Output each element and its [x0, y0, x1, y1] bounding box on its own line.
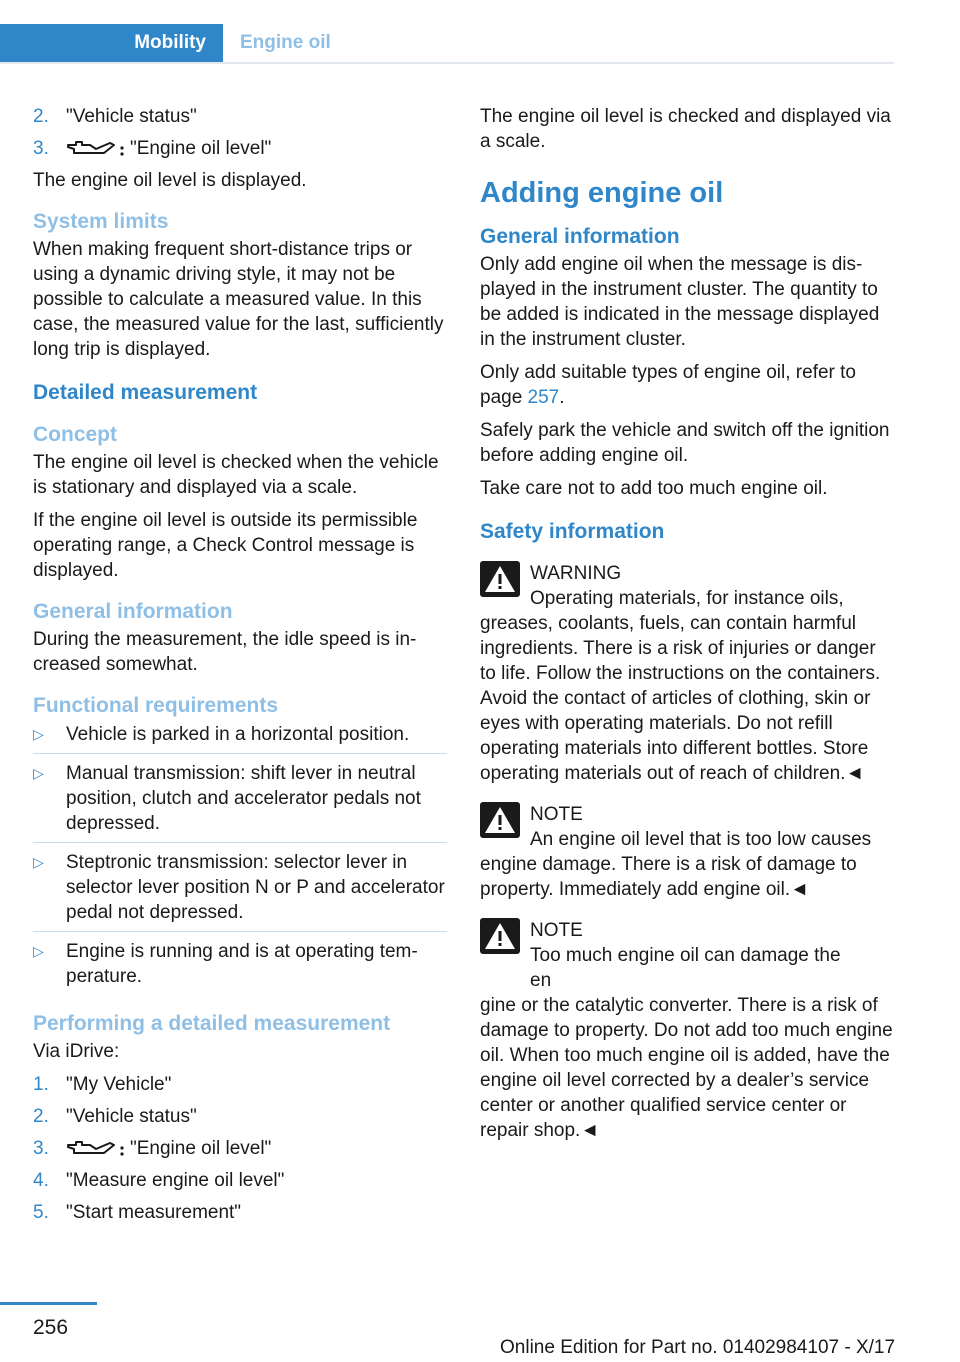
paragraph [480, 360, 894, 410]
list-number: 3. [33, 1138, 49, 1159]
paragraph: During the measurement, the idle speed is increased somewhat. [33, 629, 417, 675]
paragraph-text: Only add suitable types of engine oil, refer to page [480, 362, 857, 408]
list-text: "Engine oil level" [130, 1138, 272, 1159]
heading-functional-requirements: Functional requirements [33, 694, 279, 717]
heading-general-information: General information [480, 225, 680, 248]
list-text: "My Vehicle" [66, 1074, 172, 1095]
paragraph: If the engine oil level is outside its permissible operating range, a Check Control message is displayed. [33, 510, 418, 581]
oil-can-icon [66, 139, 126, 159]
warning-title: WARNING [530, 563, 622, 584]
list-item [33, 104, 447, 129]
requirement-item [33, 721, 447, 754]
tab-mobility[interactable]: Mobility [0, 24, 223, 62]
requirement-text: Engine is running and is at operating temperature. [66, 941, 418, 987]
paragraph-text: . [559, 387, 565, 408]
edition-footer: Online Edition for Part no. 01402984107 - X/17 [500, 1337, 896, 1358]
heading-concept: Concept [33, 423, 117, 446]
note-title: NOTE [530, 920, 583, 941]
requirement-text: Vehicle is parked in a horizontal position. [66, 724, 410, 745]
list-number: 2. [33, 1106, 49, 1127]
list-text: "Vehicle status" [66, 106, 197, 127]
requirement-item [33, 849, 447, 932]
list-text: "Measure engine oil level" [66, 1170, 285, 1191]
note-title: NOTE [530, 804, 583, 825]
triangle-bullet-icon: ▷ [33, 726, 44, 742]
note-text: engine damage. There is a risk of damage to property. Immediately add engine oil.◄ [480, 854, 857, 900]
paragraph: Safely park the vehicle and switch off the ignition before adding engine oil. [480, 420, 890, 466]
tab-engine-oil[interactable]: Engine oil [240, 32, 331, 53]
list-item [33, 1104, 447, 1129]
requirement-text: Manual transmission: shift lever in neutral position, clutch and accelerator pedals not depressed. [66, 763, 421, 834]
list-number: 3. [33, 138, 49, 159]
warning-triangle-icon [480, 918, 520, 954]
triangle-bullet-icon: ▷ [33, 765, 44, 781]
header-tabbar [0, 24, 894, 64]
paragraph: Only add engine oil when the message is displayed in the instrument cluster. The quantity to be added is indicated in the message displayed in the instrument cluster. [480, 254, 880, 350]
warning-text: greases, coolants, fuels, can contain harmful ingredients. There is a risk of injuries or danger to life. Follow the instructions on the containers. Avoid the contact of articles of clothing, skin or eyes with operating materials. Do not refill operating materials into different bottles. Store operating materials out of reach of children.◄ [480, 613, 881, 784]
paragraph: Take care not to add too much engine oil. [480, 478, 828, 499]
note-text-first: Too much engine oil can damage the en [530, 945, 841, 991]
page-link[interactable]: 257 [527, 387, 560, 408]
left-column [33, 104, 447, 1232]
note-text: gine or the catalytic converter. There is a risk of damage to property. Do not add too much engine oil. When too much engine oil is added, have the engine oil level corrected by a dealer’s service center or another qualified service center or repair shop.◄ [480, 995, 893, 1141]
list-item [33, 1168, 447, 1193]
list-text: "Vehicle status" [66, 1106, 197, 1127]
list-number: 1. [33, 1074, 49, 1095]
list-number: 4. [33, 1170, 49, 1191]
heading-detailed-measurement: Detailed measurement [33, 381, 258, 404]
note-text-first: An engine oil level that is too low causes [530, 829, 872, 850]
heading-performing-measurement: Performing a detailed measurement [33, 1012, 391, 1035]
list-number: 2. [33, 106, 49, 127]
paragraph: Via iDrive: [33, 1041, 120, 1062]
heading-system-limits: System limits [33, 210, 169, 233]
heading-safety-information: Safety information [480, 520, 665, 543]
triangle-bullet-icon: ▷ [33, 943, 44, 959]
page-number-rule [0, 1302, 97, 1305]
list-item [33, 1200, 447, 1225]
list-item [33, 1072, 447, 1097]
list-number: 5. [33, 1202, 49, 1223]
list-item [33, 1136, 447, 1161]
heading-adding-engine-oil: Adding engine oil [480, 177, 724, 209]
paragraph: The engine oil level is displayed. [33, 170, 307, 191]
note-block [480, 798, 894, 902]
right-column [480, 104, 894, 1153]
list-text: "Start measurement" [66, 1202, 242, 1223]
warning-triangle-icon [480, 561, 520, 597]
triangle-bullet-icon: ▷ [33, 854, 44, 870]
requirement-item [33, 938, 447, 995]
list-item [33, 136, 447, 161]
paragraph: The engine oil level is checked and displayed via a scale. [480, 106, 891, 152]
requirement-text: Steptronic transmission: selector lever in selector lever position N or P and accelerator pedal not depressed. [66, 852, 445, 923]
warning-triangle-icon [480, 802, 520, 838]
oil-can-icon [66, 1139, 126, 1159]
requirement-item [33, 760, 447, 843]
page-number: 256 [33, 1316, 69, 1339]
warning-text-first: Operating materials, for instance oils, [530, 588, 844, 609]
paragraph: When making frequent short-distance trips or using a dynamic driving style, it may not be possible to calculate a measured value. In this case, the measured value for the last, sufficiently long trip is displayed. [33, 239, 444, 360]
paragraph: The engine oil level is checked when the vehicle is stationary and displayed via a scale. [33, 452, 439, 498]
note-block [480, 914, 894, 1143]
heading-general-information: General information [33, 600, 233, 623]
list-text: "Engine oil level" [130, 138, 272, 159]
warning-block [480, 557, 894, 786]
